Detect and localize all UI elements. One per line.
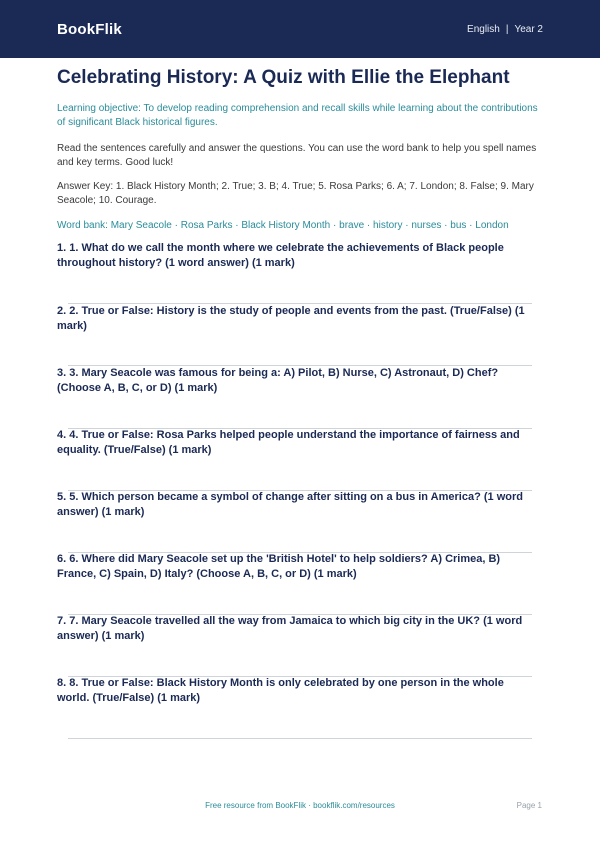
answer-key: Answer Key: 1. Black History Month; 2. True; 3. B; 4. True; 5. Rosa Parks; 6. A; 7. London; 8. False; 9. Mary Seacole; 10. Courage. (57, 181, 534, 206)
instructions: Read the sentences carefully and answer the questions. You can use the word bank to help you spell names and key terms. Good luck! (57, 143, 537, 168)
answer-line-8 (68, 738, 532, 739)
question-4: 4. 4. True or False: Rosa Parks helped people understand the importance of fairness and equality. (True/False) (1 mark) (57, 429, 520, 456)
header-meta (467, 24, 543, 35)
learning-objective: Learning objective: To develop reading comprehension and recall skills while learning about the contributions of significant Black historical figures. (57, 103, 538, 128)
subject-label: English (467, 23, 500, 35)
page-title: Celebrating History: A Quiz with Ellie the Elephant (57, 67, 510, 88)
question-6: 6. 6. Where did Mary Seacole set up the 'British Hotel' to help soldiers? A) Crimea, B) France, C) Spain, D) Italy? (Choose A, B, C, or D) (1 mark) (57, 553, 501, 580)
header-separator: | (505, 23, 509, 35)
question-1: 1. 1. What do we call the month where we celebrate the achievements of Black people throughout history? (1 word answer) (1 mark) (57, 242, 504, 269)
page-number: Page 1 (516, 801, 542, 810)
brand-logo-text: BookFlik (57, 20, 122, 38)
year-label: Year 2 (514, 23, 543, 35)
question-7: 7. 7. Mary Seacole travelled all the way from Jamaica to which big city in the UK? (1 word answer) (1 mark) (57, 615, 523, 642)
page-header (0, 0, 600, 58)
question-5: 5. 5. Which person became a symbol of change after sitting on a bus in America? (1 word answer) (1 mark) (57, 491, 523, 518)
intro-section (57, 67, 544, 233)
question-8: 8. 8. True or False: Black History Month is only celebrated by one person in the whole world. (True/False) (1 mark) (57, 677, 504, 704)
question-2: 2. 2. True or False: History is the study of people and events from the past. (True/False) (1 mark) (57, 305, 525, 332)
word-bank: Word bank: Mary Seacole · Rosa Parks · Black History Month · brave · history · nurses · bus · London (57, 220, 509, 231)
footer-source-link[interactable]: Free resource from BookFlik · bookflik.com/resources (205, 801, 395, 810)
question-3: 3. 3. Mary Seacole was famous for being a: A) Pilot, B) Nurse, C) Astronaut, D) Chef? (Choose A, B, C, or D) (1 mark) (57, 367, 499, 394)
